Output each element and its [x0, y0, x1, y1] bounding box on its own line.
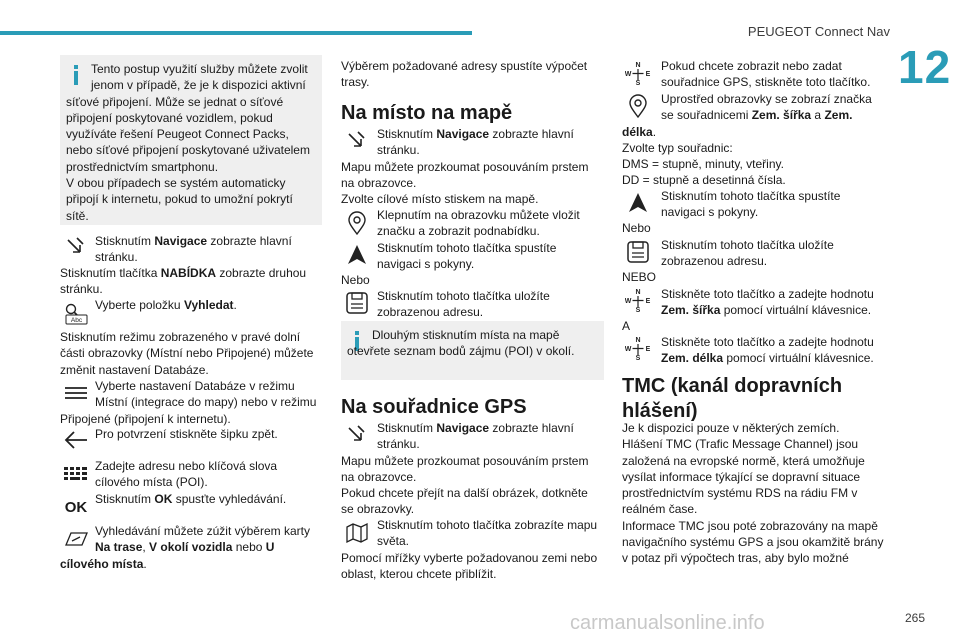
- step-keyword: délka: [622, 124, 653, 139]
- svg-text:E: E: [645, 71, 651, 78]
- tip-text-2: V obou případech se systém automaticky připojí k internetu, pokud to umožní pokrytí sítě.: [66, 176, 293, 223]
- step-keyword: cílového místa: [60, 556, 144, 571]
- page-number: 265: [905, 611, 926, 625]
- svg-text:W: W: [625, 346, 632, 353]
- step-text: Stisknutím tohoto tlačítka zobrazíte mapu světa.: [377, 518, 598, 549]
- step-keyword: OK: [154, 492, 173, 506]
- step-text: Pokud chcete zobrazit nebo zadat souřadnice GPS, stiskněte toto tlačítko.: [661, 59, 871, 90]
- info-icon: [74, 65, 78, 85]
- step-text: Vyhledávání můžete zúžit výběrem karty: [95, 524, 310, 538]
- step-text: .: [143, 556, 147, 571]
- start-navigation-icon: [342, 240, 372, 270]
- step-text: pomocí virtuální klávesnice.: [723, 351, 874, 366]
- step-text: Připojené (připojení k internetu).: [60, 411, 231, 426]
- step-text: Nebo: [341, 273, 370, 287]
- section-heading-tmc: TMC (kanál dopravních hlášení): [622, 375, 843, 422]
- step-text: DD = stupně a desetinná čísla.: [622, 173, 786, 188]
- svg-text:E: E: [645, 298, 651, 305]
- watermark: carmanualsonline.info: [570, 612, 765, 634]
- step-keyword: Zem. délka: [661, 351, 724, 366]
- step-text: Stisknutím: [377, 421, 437, 435]
- keyboard-icon: [61, 459, 91, 489]
- step-text: DMS = stupně, minuty, vteřiny.: [622, 157, 784, 172]
- map-pin-icon: [623, 91, 653, 121]
- step-text: Stisknutím: [377, 127, 437, 141]
- step-text: Stiskněte toto tlačítko a zadejte hodnotu: [661, 335, 874, 349]
- step-text: .: [233, 298, 237, 312]
- svg-text:Abc: Abc: [70, 317, 83, 324]
- route-filter-icon: [61, 524, 91, 554]
- step-text: a: [811, 108, 825, 123]
- step-text: Pokud chcete přejít na další obrázek, dotkněte se obrazovky.: [341, 486, 588, 517]
- step-text: Klepnutím na obrazovku můžete vložit značku a zobrazit podnabídku.: [377, 208, 580, 239]
- compass-icon: [623, 285, 653, 315]
- svg-text:W: W: [625, 298, 632, 305]
- step-text: Nebo: [622, 221, 651, 235]
- compass-icon: [623, 333, 653, 363]
- step-text: pomocí virtuální klávesnice.: [720, 303, 872, 318]
- step-text: Zvolte cílové místo stiskem na mapě.: [341, 192, 539, 207]
- step-text: .: [652, 124, 657, 139]
- step-text: spusťte vyhledávání.: [172, 492, 287, 506]
- compass-icon: [623, 58, 653, 88]
- step-keyword: NABÍDKA: [160, 266, 217, 280]
- step-keyword: Navigace: [436, 127, 490, 141]
- menu-list-icon: [61, 378, 91, 408]
- step-text: Místní (integrace do mapy) nebo v režimu: [95, 395, 317, 410]
- header-title: PEUGEOT Connect Nav: [747, 24, 890, 39]
- step-keyword: Vyhledat: [183, 298, 234, 312]
- step-keyword: Zem. šířka: [661, 303, 721, 318]
- svg-text:E: E: [645, 346, 651, 353]
- svg-text:S: S: [635, 355, 641, 361]
- body-text: Informace TMC jsou poté zobrazovány na mapě navigačního systému GPS a jsou okamžitě brány v potaz při výpočtech tras, aby bylo možné: [622, 518, 884, 566]
- step-keyword: U: [265, 540, 275, 555]
- step-text: A: [622, 319, 631, 333]
- step-text: Stisknutím tohoto tlačítka uložíte zobrazenou adresu.: [377, 289, 550, 320]
- body-text: Hlášení TMC (Trafic Message Channel) jsou založená na evropské normě, která umožňuje vysílat informace týkající se dopravní situace prostřednictvím systému RDS na rádiu FM v reálném čase.: [622, 437, 865, 517]
- step-text: zobrazte hlavní stránku.: [377, 127, 574, 158]
- map-pin-icon: [342, 208, 372, 238]
- svg-text:S: S: [635, 307, 641, 313]
- save-address-icon: [623, 237, 653, 267]
- step-text: Pomocí mřížky vyberte požadovanou zemi nebo oblast, kterou chcete přiblížit.: [341, 550, 598, 581]
- step-text: zobrazte hlavní stránku.: [377, 421, 574, 452]
- search-abc-icon: [61, 298, 91, 328]
- svg-text:N: N: [635, 337, 641, 344]
- info-tip-poi: [341, 321, 604, 380]
- world-map-icon: [342, 518, 372, 548]
- header-accent-bar: [0, 31, 472, 35]
- step-keyword: Na trase: [95, 540, 143, 555]
- svg-text:N: N: [635, 289, 641, 296]
- step-text: Uprostřed obrazovky se zobrazí značka se souřadnicemi: [661, 92, 872, 123]
- step-text: Pro potvrzení stiskněte šipku zpět.: [95, 427, 278, 441]
- step-keyword: Navigace: [436, 421, 490, 435]
- step-text: Stisknutím: [95, 492, 155, 506]
- tip-text: síťové připojení. Může se jednat o síťové připojení poskytované vozidlem, pokud využíváte řešení Peugeot Connect Packs, nebo síťové připojení poskytované uživatelem prostřednictvím smartphonu.: [66, 94, 310, 174]
- section-heading-map: Na místo na mapě: [341, 102, 513, 124]
- svg-text:N: N: [635, 62, 641, 69]
- step-text: Vyberte položku: [95, 298, 184, 312]
- step-text: Stisknutím: [95, 234, 155, 248]
- step-text: Zvolte typ souřadnic:: [622, 140, 733, 155]
- step-text: Mapu můžete prozkoumat posouváním prstem na obrazovce.: [341, 159, 589, 190]
- save-address-icon: [342, 288, 372, 318]
- section-heading-gps: Na souřadnice GPS: [341, 396, 527, 418]
- tip-line-1: Tento postup využití služby můžete zvolit: [91, 62, 308, 76]
- navigation-icon: [61, 232, 91, 262]
- navigation-icon: [342, 126, 372, 156]
- step-text: Stiskněte toto tlačítko a zadejte hodnotu: [661, 287, 874, 301]
- step-text: Mapu můžete prozkoumat posouváním prstem na obrazovce.: [341, 453, 589, 484]
- tip-line-2: jenom v případě, že je k dispozici aktivní: [91, 78, 306, 93]
- start-navigation-icon: [623, 188, 653, 218]
- navigation-icon: [342, 420, 372, 450]
- step-keyword: Zem.: [824, 108, 853, 123]
- tip-text: Dlouhým stisknutím místa na mapě otevřete seznam bodů zájmu (POI) v okolí.: [347, 328, 575, 359]
- step-text: zobrazte druhou stránku.: [60, 266, 307, 297]
- svg-text:S: S: [635, 80, 641, 86]
- intro-text: Výběrem požadované adresy spustíte výpočet trasy.: [341, 59, 588, 90]
- back-arrow-icon: [61, 425, 91, 455]
- step-text: ,: [142, 540, 150, 555]
- ok-icon: OK: [64, 498, 88, 516]
- body-text: Je k dispozici pouze v některých zemích.: [622, 421, 840, 435]
- step-text: NEBO: [622, 270, 657, 284]
- step-keyword: Navigace: [154, 234, 208, 248]
- step-text: nebo: [232, 540, 266, 555]
- step-text: Stisknutím tohoto tlačítka uložíte zobrazenou adresu.: [661, 238, 834, 269]
- step-text: Stisknutím tohoto tlačítka spustíte navigaci s pokyny.: [377, 241, 557, 272]
- info-tip-network: [60, 55, 322, 225]
- step-keyword: V okolí vozidla: [149, 540, 233, 555]
- step-keyword: Zem. šířka: [751, 108, 812, 123]
- svg-text:W: W: [625, 71, 632, 78]
- step-text: Stisknutím tohoto tlačítka spustíte navigaci s pokyny.: [661, 189, 841, 220]
- step-database-mode: Stisknutím režimu zobrazeného v pravé dolní části obrazovky (Místní nebo Připojené) můžete změnit nastavení Databáze.: [60, 330, 314, 377]
- chapter-number: 12: [898, 41, 952, 93]
- step-text: zobrazte hlavní stránku.: [95, 234, 292, 265]
- step-text: Zadejte adresu nebo klíčová slova cílového místa (POI).: [95, 459, 278, 490]
- step-text: Vyberte nastavení Databáze v režimu: [95, 379, 295, 393]
- step-text: Stisknutím tlačítka: [60, 266, 161, 280]
